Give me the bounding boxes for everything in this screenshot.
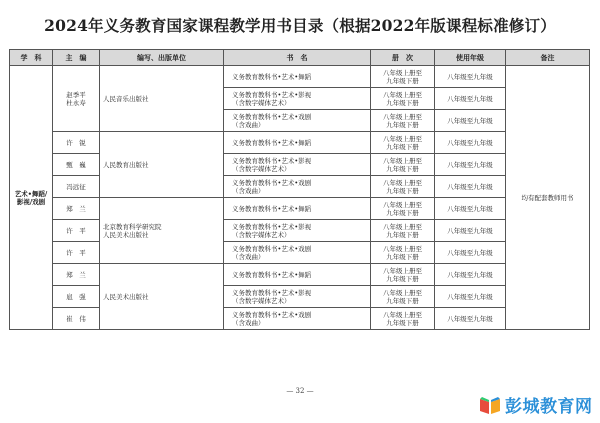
- header-row: [10, 50, 590, 66]
- note-cell: 均有配套教师用书: [506, 66, 590, 330]
- grade-cell: 八年级至九年级: [435, 66, 506, 88]
- table-row: [10, 264, 590, 286]
- book-title-cell: 义务教育教科书•艺术•舞蹈: [224, 198, 371, 220]
- book-title-cell: 义务教育教科书•艺术•影视 （含数字媒体艺术）: [224, 88, 371, 110]
- volume-cell: 八年级上册至 九年级下册: [371, 176, 435, 198]
- table-row: [10, 308, 590, 330]
- header-grade: 使用年级: [435, 50, 506, 66]
- grade-cell: 八年级至九年级: [435, 242, 506, 264]
- editor-cell: 郑 兰: [53, 264, 100, 286]
- editor-cell: 赵季平 杜永寿: [53, 66, 100, 132]
- editor-cell: 许 锐: [53, 132, 100, 154]
- header-publisher: 编写、出版单位: [100, 50, 224, 66]
- table-row: [10, 132, 590, 154]
- volume-cell: 八年级上册至 九年级下册: [371, 66, 435, 88]
- header-note: 备注: [506, 50, 590, 66]
- header-book: 书 名: [224, 50, 371, 66]
- book-title-cell: 义务教育教科书•艺术•舞蹈: [224, 264, 371, 286]
- grade-cell: 八年级至九年级: [435, 286, 506, 308]
- editor-cell: 崔 伟: [53, 308, 100, 330]
- header-subject: 学 科: [10, 50, 53, 66]
- volume-cell: 八年级上册至 九年级下册: [371, 110, 435, 132]
- volume-cell: 八年级上册至 九年级下册: [371, 286, 435, 308]
- table-row: [10, 154, 590, 176]
- volume-cell: 八年级上册至 九年级下册: [371, 198, 435, 220]
- book-title-cell: 义务教育教科书•艺术•戏剧 （含戏曲）: [224, 176, 371, 198]
- header-volume: 册 次: [371, 50, 435, 66]
- publisher-cell: 人民美术出版社: [100, 264, 224, 330]
- editor-cell: 冯远征: [53, 176, 100, 198]
- volume-cell: 八年级上册至 九年级下册: [371, 264, 435, 286]
- publisher-cell: 人民音乐出版社: [100, 66, 224, 132]
- book-title-cell: 义务教育教科书•艺术•舞蹈: [224, 132, 371, 154]
- book-title-cell: 义务教育教科书•艺术•舞蹈: [224, 66, 371, 88]
- subject-cell: 艺术•舞蹈/影视/戏剧: [10, 66, 53, 330]
- book-title-cell: 义务教育教科书•艺术•影视 （含数字媒体艺术）: [224, 154, 371, 176]
- grade-cell: 八年级至九年级: [435, 132, 506, 154]
- grade-cell: 八年级至九年级: [435, 88, 506, 110]
- editor-cell: 扈 强: [53, 286, 100, 308]
- watermark-logo: [478, 392, 593, 417]
- grade-cell: 八年级至九年级: [435, 154, 506, 176]
- book-title-cell: 义务教育教科书•艺术•影视 （含数字媒体艺术）: [224, 286, 371, 308]
- volume-cell: 八年级上册至 九年级下册: [371, 242, 435, 264]
- table-row: [10, 220, 590, 242]
- volume-cell: 八年级上册至 九年级下册: [371, 308, 435, 330]
- book-icon: [478, 395, 502, 415]
- book-catalog-table: [9, 49, 590, 330]
- table-row: [10, 66, 590, 88]
- book-title-cell: 义务教育教科书•艺术•影视 （含数字媒体艺术）: [224, 220, 371, 242]
- editor-cell: 许 平: [53, 242, 100, 264]
- watermark-text: 彭城教育网: [505, 397, 593, 417]
- grade-cell: 八年级至九年级: [435, 176, 506, 198]
- table-row: [10, 198, 590, 220]
- editor-cell: 许 平: [53, 220, 100, 242]
- table-row: [10, 176, 590, 198]
- volume-cell: 八年级上册至 九年级下册: [371, 220, 435, 242]
- volume-cell: 八年级上册至 九年级下册: [371, 88, 435, 110]
- table-row: [10, 242, 590, 264]
- grade-cell: 八年级至九年级: [435, 308, 506, 330]
- grade-cell: 八年级至九年级: [435, 198, 506, 220]
- editor-cell: 郑 兰: [53, 198, 100, 220]
- document-title: 2024年义务教育国家课程教学用书目录（根据2022年版课程标准修订）: [44, 16, 556, 35]
- grade-cell: 八年级至九年级: [435, 220, 506, 242]
- publisher-cell: 人民教育出版社: [100, 132, 224, 198]
- book-title-cell: 义务教育教科书•艺术•戏剧 （含戏曲）: [224, 110, 371, 132]
- book-title-cell: 义务教育教科书•艺术•戏剧 （含戏曲）: [224, 242, 371, 264]
- volume-cell: 八年级上册至 九年级下册: [371, 132, 435, 154]
- table-row: [10, 286, 590, 308]
- grade-cell: 八年级至九年级: [435, 110, 506, 132]
- volume-cell: 八年级上册至 九年级下册: [371, 154, 435, 176]
- editor-cell: 甄 巍: [53, 154, 100, 176]
- header-editor: 主 编: [53, 50, 100, 66]
- book-title-cell: 义务教育教科书•艺术•戏剧 （含戏曲）: [224, 308, 371, 330]
- page-number: — 32 —: [286, 387, 314, 395]
- publisher-cell: 北京教育科学研究院 人民美术出版社: [100, 198, 224, 264]
- grade-cell: 八年级至九年级: [435, 264, 506, 286]
